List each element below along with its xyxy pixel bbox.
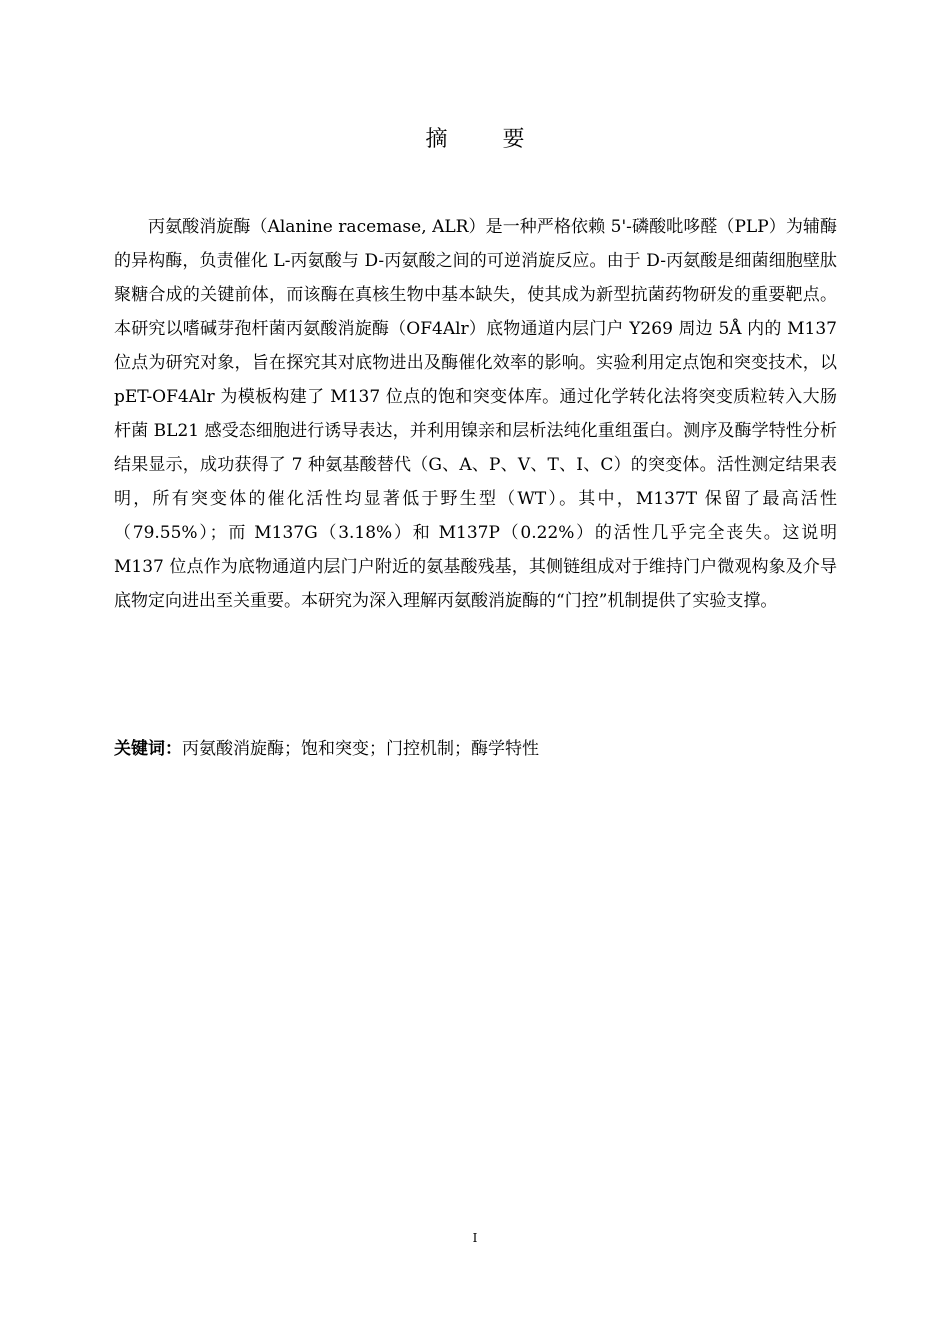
keywords-label: 关键词： — [114, 739, 182, 759]
page-number: I — [472, 1231, 478, 1245]
abstract-paragraph: 丙氨酸消旋酶（Alanine racemase, ALR）是一种严格依赖 5'-磷酸吡哆醛（PLP）为辅酶的异构酶，负责催化 L-丙氨酸与 D-丙氨酸之间的可逆消旋反应。由于 D-丙氨酸是细菌细胞壁肽聚糖合成的关键前体，而该酶在真核生物中基本缺失，使其成为新型抗菌药物研发的重要靶点。本研究以嗜碱芽孢杆菌丙氨酸消旋酶（OF4Alr）底物通道内层门户 Y269 周边 5Å 内的 M137 位点为研究对象，旨在探究其对底物进出及酶催化效率的影响。实验利用定点饱和突变技术，以 pET-OF4Alr 为模板构建了 M137 位点的饱和突变体库。通过化学转化法将突变质粒转入大肠杆菌 BL21 感受态细胞进行诱导表达，并利用镍亲和层析法纯化重组蛋白。测序及酶学特性分析结果显示，成功获得了 7 种氨基酸替代（G、A、P、V、T、I、C）的突变体。活性测定结果表明，所有突变体的催化活性均显著低于野生型（WT）。其中，M137T 保留了最高活性（79.55%）；而 M137G（3.18%）和 M137P（0.22%）的活性几乎完全丧失。这说明 M137 位点作为底物通道内层门户附近的氨基酸残基，其侧链组成对于维持门户微观构象及介导底物定向进出至关重要。本研究为深入理解丙氨酸消旋酶的“门控”机制提供了实验支撑。 — [114, 217, 837, 611]
keywords-text: 丙氨酸消旋酶；饱和突变；门控机制；酶学特性 — [182, 739, 539, 759]
keywords-line — [114, 732, 837, 766]
page-title: 摘 要 — [425, 127, 549, 152]
